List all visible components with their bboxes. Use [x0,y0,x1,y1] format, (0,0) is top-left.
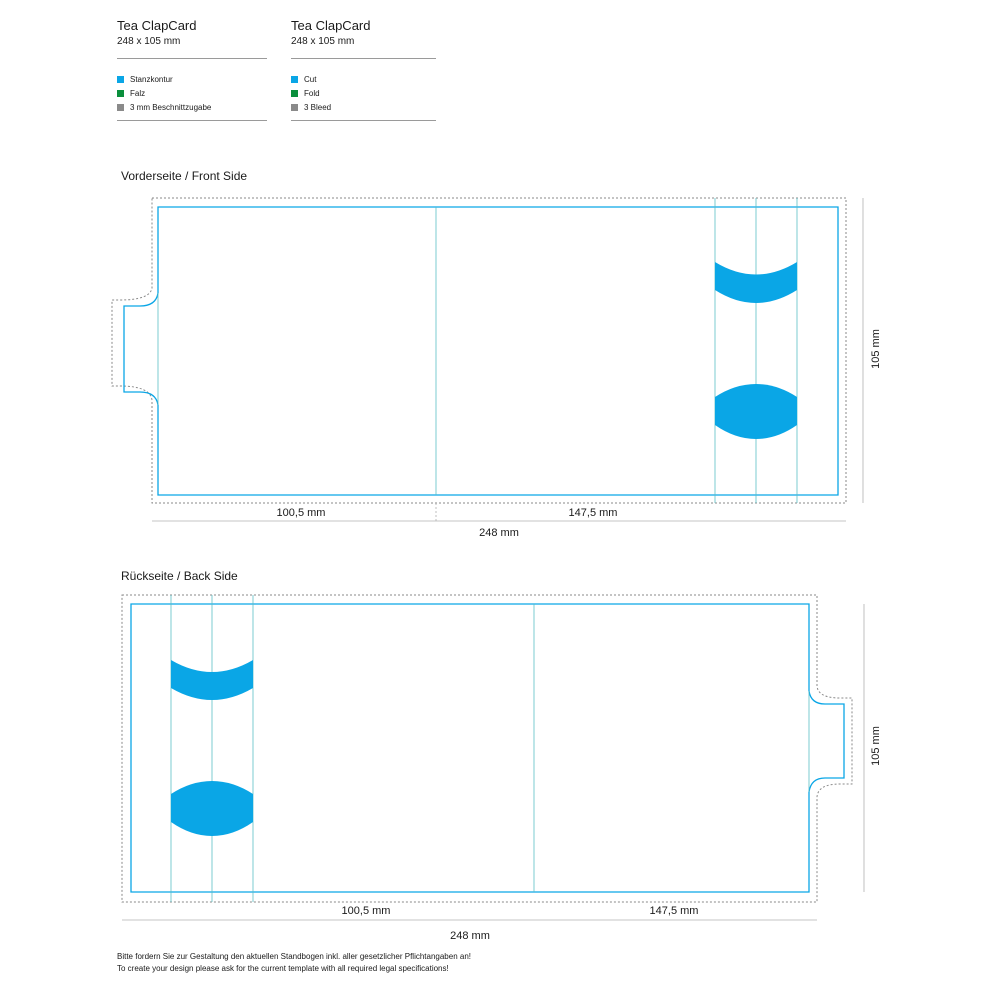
legend-item-label: 3 mm Beschnittzugabe [130,102,212,112]
front-dim-right: 147,5 mm [568,507,618,519]
front-dim-total: 248 mm [479,527,519,539]
legend-item-label: Falz [130,88,146,98]
legend-size: 248 x 105 mm [291,36,355,47]
front-oval-cutout [715,384,797,439]
back-oval-cutout [171,781,253,836]
back-bleed-outline [122,595,852,902]
front-bleed-outline [112,198,846,503]
front-side-title: Vorderseite / Front Side [121,169,248,183]
legend-item-label: Cut [304,74,317,84]
legend-item-label: Stanzkontur [130,74,173,84]
back-side-template [122,595,864,920]
footnote-german: Bitte fordern Sie zur Gestaltung den aktuellen Standbogen inkl. aller gesetzlicher Pflichtangaben an! [117,952,471,961]
legend-item-label: Fold [304,88,320,98]
legend-title: Tea ClapCard [117,18,197,33]
front-dim-height: 105 mm [870,329,882,369]
front-side-template [112,198,863,523]
back-dim-left: 100,5 mm [341,905,391,917]
footnote-english: To create your design please ask for the current template with all required legal specifications! [117,964,449,973]
front-dim-left: 100,5 mm [276,507,326,519]
front-cut-outline [124,207,838,495]
back-cut-outline [131,604,844,892]
back-dim-height: 105 mm [870,726,882,766]
legend-title: Tea ClapCard [291,18,371,33]
back-side-title: Rückseite / Back Side [121,569,238,583]
back-dim-right: 147,5 mm [649,905,699,917]
legend-item-label: 3 Bleed [304,102,332,112]
legend-size: 248 x 105 mm [117,36,181,47]
back-dim-total: 248 mm [450,930,490,942]
